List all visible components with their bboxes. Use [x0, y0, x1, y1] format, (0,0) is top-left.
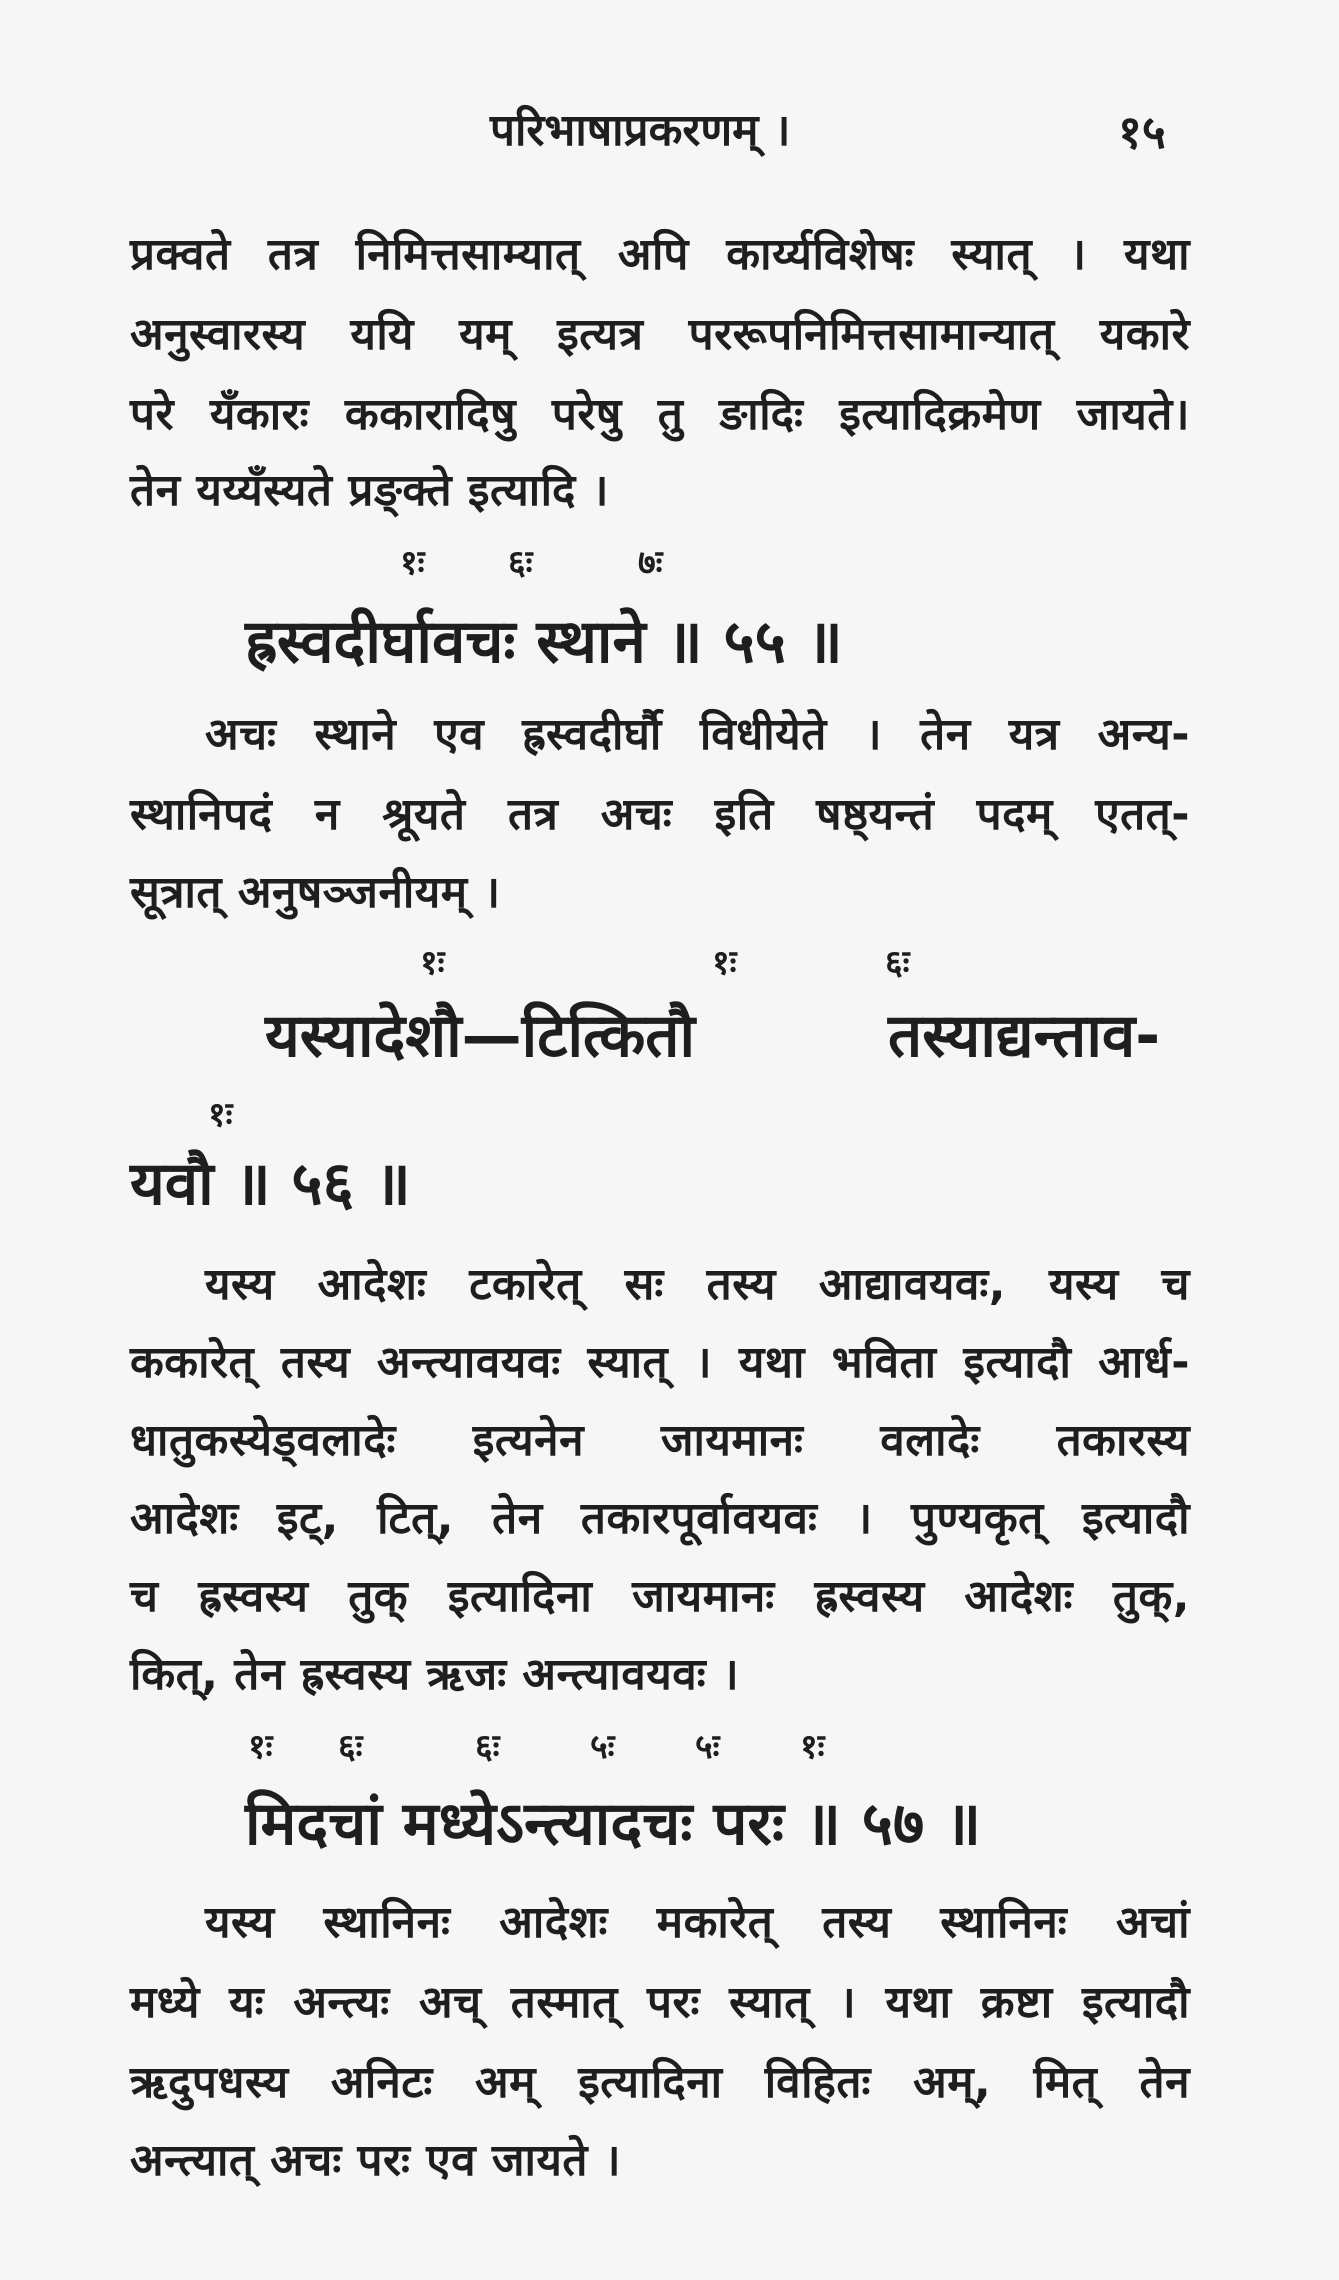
accent-mark: ७ः [638, 543, 663, 583]
accent-mark: ५ः [590, 1727, 615, 1767]
accent-mark: १ः [800, 1727, 825, 1767]
paragraph-line: परे यँकारः ककारादिषु परेषु तु ङादिः इत्यादिक्रमेण जायते। [130, 389, 1190, 440]
accent-mark: ६ः [885, 943, 910, 983]
paragraph-line: ऋदुपधस्य अनिटः अम् इत्यादिना विहितः अम्, मित् तेन [130, 2057, 1190, 2108]
accent-mark: ५ः [695, 1727, 720, 1767]
paragraph-line: च ह्रस्वस्य तुक् इत्यादिना जायमानः ह्रस्वस्य आदेशः तुक्, [130, 1571, 1190, 1622]
accent-mark: ६ः [508, 543, 533, 583]
paragraph-line: तेन यय्यँस्यते प्रङ्क्ते इत्यादि । [130, 465, 609, 516]
accent-mark: ६ः [338, 1727, 363, 1767]
paragraph-line: अचः स्थाने एव ह्रस्वदीर्घौ विधीयेते । तेन यत्र अन्य- [205, 709, 1190, 760]
running-title: परिभाषाप्रकरणम् । [490, 105, 791, 156]
accent-mark: १ः [400, 543, 425, 583]
paragraph-line: आदेशः इट्, टित्, तेन तकारपूर्वावयवः । पुण्यकृत् इत्यादौ [130, 1493, 1190, 1544]
paragraph-line: प्रक्वते तत्र निमित्तसाम्यात् अपि कार्य्यविशेषः स्यात् । यथा [130, 229, 1190, 280]
page-number: १५ [1118, 105, 1166, 159]
accent-mark: १ः [420, 943, 445, 983]
paragraph-line: मध्ये यः अन्त्यः अच् तस्मात् परः स्यात् । यथा क्रष्टा इत्यादौ [130, 1977, 1190, 2028]
paragraph-line: यस्य आदेशः टकारेत् सः तस्य आद्यावयवः, यस्य च [205, 1259, 1190, 1310]
accent-mark: ६ः [475, 1727, 500, 1767]
sutra-55: ह्रस्वदीर्घावचः स्थाने ॥ ५५ ॥ [245, 607, 843, 677]
accent-mark: १ः [712, 943, 737, 983]
paragraph-line: यस्य स्थानिनः आदेशः मकारेत् तस्य स्थानिनः अचां [205, 1897, 1190, 1948]
sutra-56-line2: यवौ ॥ ५६ ॥ [130, 1149, 411, 1219]
accent-mark: १ः [208, 1095, 233, 1135]
paragraph-line: सूत्रात् अनुषञ्जनीयम् । [130, 867, 501, 918]
sutra-57: मिदचां मध्येऽन्त्यादचः परः ॥ ५७ ॥ [245, 1789, 982, 1859]
paragraph-line: अनुस्वारस्य ययि यम् इत्यत्र पररूपनिमित्तसामान्यात् यकारे [130, 309, 1190, 360]
sutra-56-part1: यस्यादेशौ—टित्कितौ [265, 1001, 696, 1071]
paragraph-line: कित्, तेन ह्रस्वस्य ऋजः अन्त्यावयवः । [130, 1649, 740, 1700]
sutra-56-part2: तस्याद्यन्ताव- [888, 1001, 1161, 1071]
paragraph-line: अन्त्यात् अचः परः एव जायते । [130, 2135, 621, 2186]
paragraph-line: धातुकस्येड्वलादेः इत्यनेन जायमानः वलादेः तकारस्य [130, 1415, 1190, 1466]
paragraph-line: स्थानिपदं न श्रूयते तत्र अचः इति षष्ठ्यन्तं पदम् एतत्- [130, 789, 1190, 840]
accent-mark: १ः [248, 1727, 273, 1767]
paragraph-line: ककारेत् तस्य अन्त्यावयवः स्यात् । यथा भविता इत्यादौ आर्ध- [130, 1337, 1190, 1388]
